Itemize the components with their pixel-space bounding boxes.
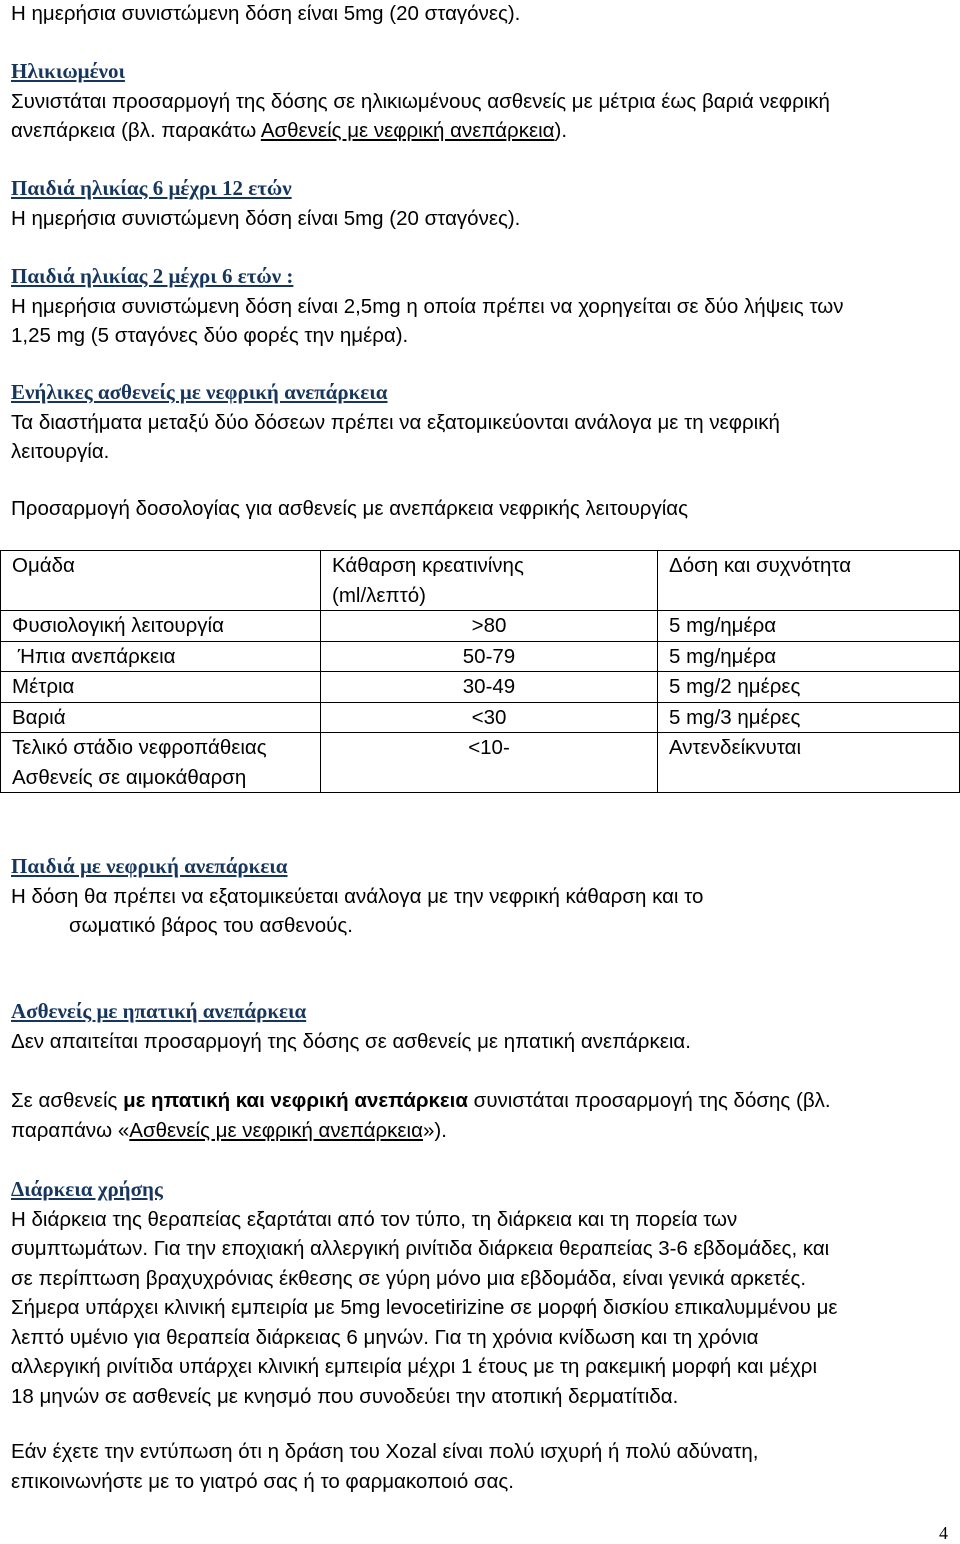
header-group: Ομάδα: [1, 551, 321, 611]
elderly-section: [11, 57, 940, 146]
adults-renal-heading: Ενήλικες ασθενείς με νεφρική ανεπάρκεια: [11, 380, 388, 404]
children-6-12-section: [11, 174, 940, 233]
children-renal-line-2: σωματικό βάρος του ασθενούς.: [69, 914, 353, 937]
hepatic-section: [11, 997, 940, 1056]
table-row: Μέτρια 30-49 5 mg/2 ημέρες: [1, 672, 960, 703]
children-renal-heading: Παιδιά με νεφρική ανεπάρκεια: [11, 854, 288, 878]
children-renal-section: [11, 852, 940, 941]
duration-section: Διάρκεια χρήσης Η διάρκεια της θεραπείας εξαρτάται από τον τύπο, τη διάρκεια και τη πορεία των συμπτωμάτων. Για την εποχιακή αλλεργική ρινίτιδα διάρκεια θεραπείας 3-6 εβδομάδες, και σε περίπτωση βραχυχρόνιας έκθεσης σε γύρη μόνο μια εβδομάδα, είναι γενικά αρκετές. Σήμερα υπάρχει κλινική εμπειρία με 5mg levocetirizine σε μορφή δισκίου επικαλυμμένου με λεπτό υμένιο για θεραπεία διάρκειας 6 μηνών. Για τη χρόνια κνίδωση και τη χρόνια αλλεργική ρινίτιδα υπάρχει κλινική εμπειρία μέχρι 1 έτους με τη ρακεμική μορφή και μέχρι 18 μηνών σε ασθενείς με κνησμό που συνοδεύει την ατοπική δερματίτιδα.: [11, 1175, 940, 1411]
hepatic-heading: Ασθενείς με ηπατική ανεπάρκεια: [11, 999, 307, 1023]
table-row: Τελικό στάδιο νεφροπάθειας Ασθενείς σε αιμοκάθαρση <10- Αντενδείκνυται: [1, 733, 960, 793]
header-dose: Δόση και συχνότητα: [658, 551, 960, 611]
renal-reference-link[interactable]: Ασθενείς με νεφρική ανεπάρκεια: [260, 119, 555, 142]
adults-renal-line-2: λειτουργία.: [11, 440, 110, 463]
hepatic-line-1: Δεν απαιτείται προσαρμογή της δόσης σε ασθενείς με ηπατική ανεπάρκεια.: [11, 1029, 691, 1053]
table-header-row: [1, 551, 960, 611]
page-number: 4: [939, 1523, 948, 1543]
children-2-6-line-1: Η ημερήσια συνιστώμενη δόση είναι 2,5mg η οποία πρέπει να χορηγείται σε δύο λήψεις των: [11, 294, 844, 318]
elderly-heading: Ηλικιωμένοι: [11, 59, 125, 83]
table-row: Ήπια ανεπάρκεια 50-79 5 mg/ημέρα: [1, 641, 960, 672]
children-6-12-line-1: Η ημερήσια συνιστώμενη δόση είναι 5mg (20 σταγόνες).: [11, 206, 521, 230]
table-row: Φυσιολογική λειτουργία >80 5 mg/ημέρα: [1, 611, 960, 642]
intro-paragraph: [11, 0, 940, 29]
renal-reference-link-2[interactable]: Ασθενείς με νεφρική ανεπάρκεια: [129, 1118, 423, 1142]
children-renal-line-1: Η δόση θα πρέπει να εξατομικεύεται ανάλογα με την νεφρική κάθαρση και το: [11, 884, 704, 908]
elderly-line-1: Συνιστάται προσαρμογή της δόσης σε ηλικιωμένους ασθενείς με μέτρια έως βαριά νεφρική: [11, 89, 830, 113]
header-clearance: Κάθαρση κρεατινίνης (ml/λεπτό): [321, 551, 658, 611]
children-2-6-line-2: 1,25 mg (5 σταγόνες δύο φορές την ημέρα).: [11, 324, 409, 347]
adults-renal-line-1: Τα διαστήματα μεταξύ δύο δόσεων πρέπει να εξατομικεύονται ανάλογα με τη νεφρική: [11, 410, 780, 434]
table-row: Βαριά <30 5 mg/3 ημέρες: [1, 702, 960, 733]
table-caption: Προσαρμογή δοσολογίας για ασθενείς με ανεπάρκεια νεφρικής λειτουργίας: [11, 497, 688, 520]
closing-section: Εάν έχετε την εντύπωση ότι η δράση του Xozal είναι πολύ ισχυρή ή πολύ αδύνατη, επικοινωνήστε με το γιατρό σας ή το φαρμακοποιό σας.: [11, 1440, 759, 1493]
elderly-line-2: ανεπάρκεια (βλ. παρακάτω Ασθενείς με νεφρική ανεπάρκεια).: [11, 119, 568, 142]
adults-renal-section: [11, 378, 940, 467]
duration-heading: Διάρκεια χρήσης: [11, 1177, 163, 1201]
renal-dosage-table: [0, 550, 960, 793]
children-2-6-heading: Παιδιά ηλικίας 2 μέχρι 6 ετών :: [11, 264, 294, 288]
children-2-6-section: [11, 262, 940, 351]
children-6-12-heading: Παιδιά ηλικίας 6 μέχρι 12 ετών: [11, 176, 292, 200]
hepatic-renal-section: Σε ασθενείς με ηπατική και νεφρική ανεπάρκεια συνιστάται προσαρμογή της δόσης (βλ. παραπάνω «Ασθενείς με νεφρική ανεπάρκεια»).: [11, 1089, 831, 1142]
intro-line: Η ημερήσια συνιστώμενη δόση είναι 5mg (20 σταγόνες).: [11, 2, 521, 25]
